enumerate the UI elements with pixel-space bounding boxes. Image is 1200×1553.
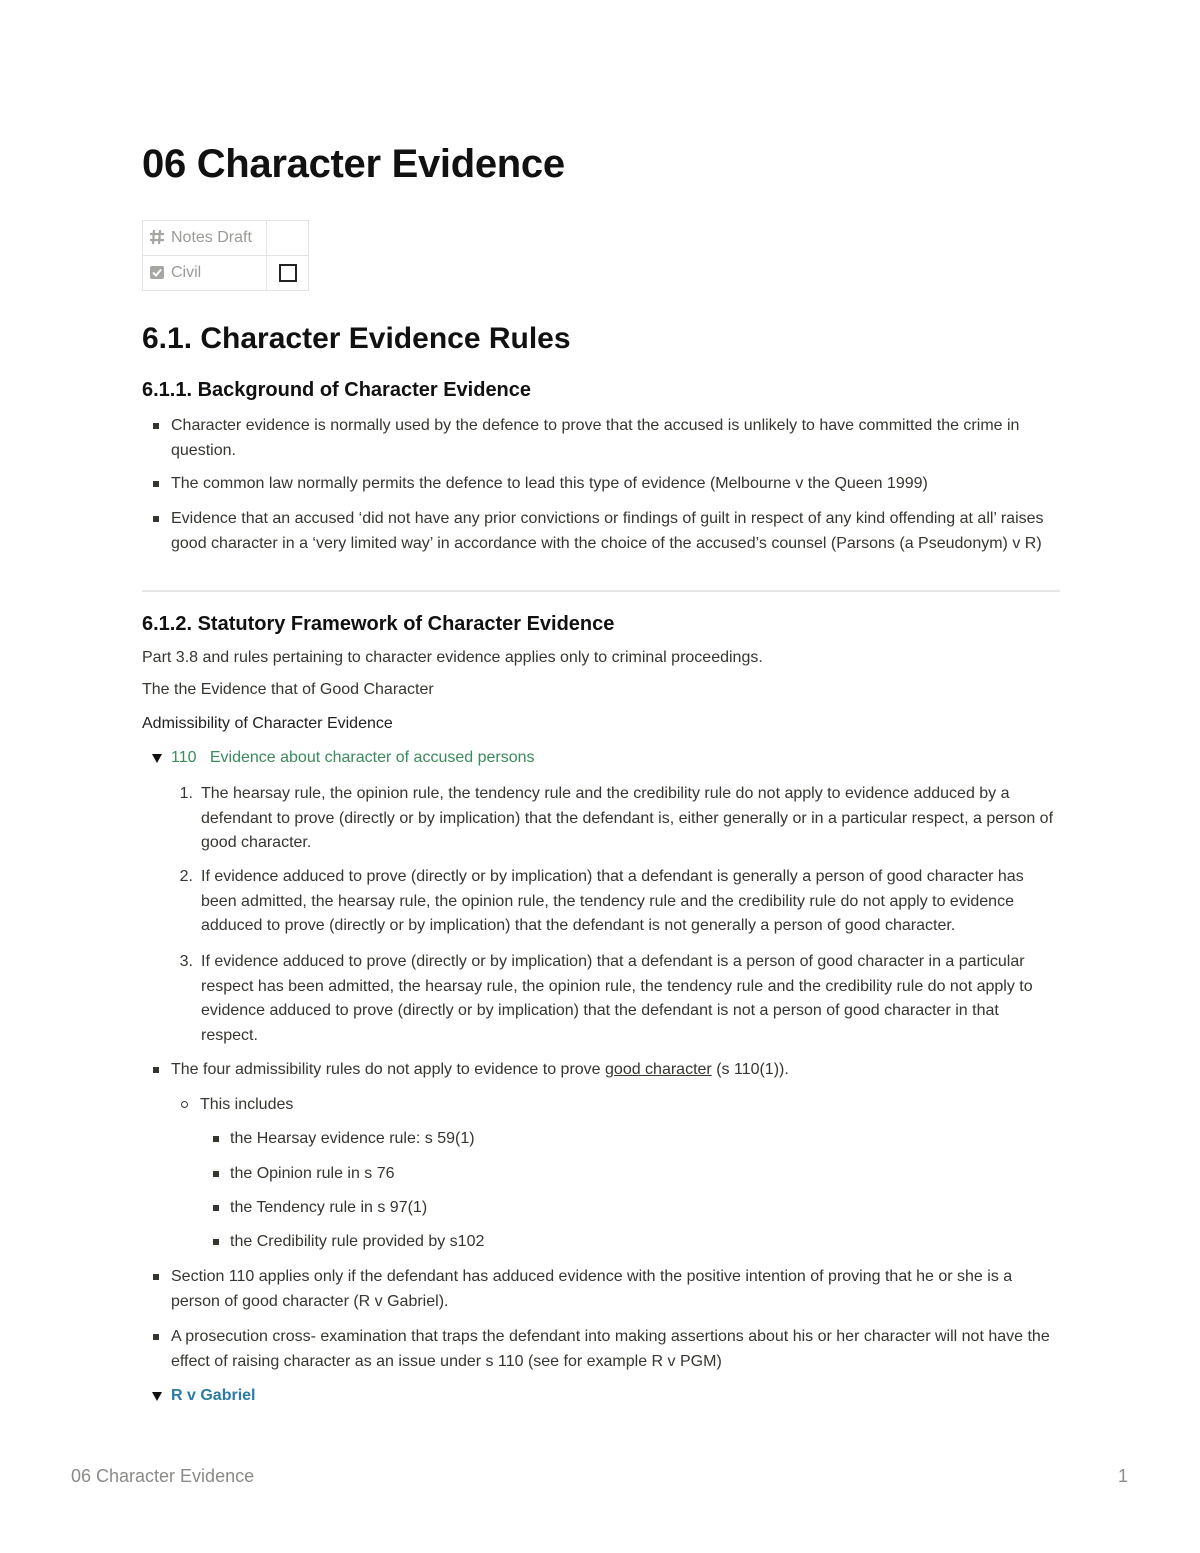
list-item: the Tendency rule in s 97(1) bbox=[230, 1199, 428, 1216]
section-number: 110 bbox=[171, 749, 197, 766]
toggle-section-110[interactable] bbox=[171, 746, 1060, 771]
bullet-marker bbox=[153, 1274, 159, 1280]
list-item: A prosecution cross- examination that traps the defendant into making assertions about his or her character will not have the effect of raising character as an issue under s 110 (see for example R v PGM) bbox=[171, 1328, 1050, 1370]
list-number: 3. bbox=[179, 953, 193, 970]
list-item: Section 110 applies only if the defendant has adduced evidence with the positive intention of proving that he or she is a person of good character (R v Gabriel). bbox=[171, 1268, 1013, 1310]
page-title: 06 Character Evidence bbox=[142, 142, 565, 186]
footer-title: 06 Character Evidence bbox=[71, 1466, 255, 1486]
property-value-civil bbox=[267, 256, 309, 291]
property-value-notes-draft[interactable] bbox=[267, 221, 309, 256]
section-heading: 6.1. Character Evidence Rules bbox=[142, 322, 571, 355]
property-label-cell bbox=[143, 221, 267, 256]
bullet-marker bbox=[153, 1067, 159, 1073]
property-label-cell bbox=[143, 256, 267, 291]
bullet-marker bbox=[213, 1239, 219, 1245]
bullet-marker bbox=[153, 1334, 159, 1340]
background-heading: 6.1.1. Background of Character Evidence bbox=[142, 379, 532, 401]
hash-icon bbox=[149, 229, 165, 245]
numbered-item: The hearsay rule, the opinion rule, the tendency rule and the credibility rule do not apply to evidence adduced by a defendant to prove (directly or by implication) that the defendant is, either generally or in a particular respect, a person of good character. bbox=[201, 785, 1054, 851]
list-item: the Hearsay evidence rule: s 59(1) bbox=[230, 1130, 475, 1147]
bullet-marker bbox=[153, 516, 159, 522]
civil-checkbox[interactable] bbox=[279, 264, 297, 282]
property-label: Civil bbox=[171, 264, 202, 281]
list-item: The common law normally permits the defence to lead this type of evidence (Melbourne v the Queen 1999) bbox=[171, 475, 928, 492]
checkbox-property-icon bbox=[149, 264, 165, 280]
list-number: 1. bbox=[179, 785, 193, 802]
toggle-r-v-gabriel[interactable]: R v Gabriel bbox=[171, 1387, 256, 1404]
subheading: Admissibility of Character Evidence bbox=[142, 715, 393, 732]
properties-table bbox=[142, 220, 309, 291]
bullet-marker bbox=[153, 423, 159, 429]
list-item: Evidence that an accused ‘did not have any prior convictions or findings of guilt in respect of any kind offending at all’ raises good character in a ‘very limited way’ in accordance with the choice of the accused’s counsel (Parsons (a Pseudonym) v R) bbox=[171, 510, 1044, 552]
bullet-marker bbox=[153, 481, 159, 487]
bullet-marker bbox=[181, 1101, 188, 1108]
toggle-arrow-icon[interactable] bbox=[152, 754, 162, 763]
bullet-marker bbox=[213, 1136, 219, 1142]
bullet-marker bbox=[213, 1205, 219, 1211]
property-label: Notes Draft bbox=[171, 229, 252, 246]
divider bbox=[142, 590, 1060, 592]
numbered-item: If evidence adduced to prove (directly or by implication) that a defendant is generally a person of good character has been admitted, the hearsay rule, the opinion rule, the tendency rule and the credibility rule do not apply to evidence adduced to prove (directly or by implication) that the defendant is not generally a person of good character. bbox=[201, 868, 1024, 934]
list-item: the Opinion rule in s 76 bbox=[230, 1165, 395, 1182]
list-item: This includes bbox=[200, 1096, 294, 1113]
list-item: the Credibility rule provided by s102 bbox=[230, 1233, 485, 1250]
rule-text-after: (s 110(1)). bbox=[711, 1061, 789, 1078]
section-title: Evidence about character of accused persons bbox=[209, 749, 535, 766]
list-number: 2. bbox=[179, 868, 193, 885]
toggle-arrow-icon[interactable] bbox=[152, 1392, 162, 1401]
property-row bbox=[143, 256, 309, 291]
list-item: Character evidence is normally used by the defence to prove that the accused is unlikely to have committed the crime in question. bbox=[171, 417, 1020, 459]
paragraph: The the Evidence that of Good Character bbox=[142, 681, 434, 698]
rule-text-before: The four admissibility rules do not apply to evidence to prove bbox=[171, 1061, 606, 1078]
statutory-heading: 6.1.2. Statutory Framework of Character Evidence bbox=[142, 613, 615, 635]
property-row bbox=[143, 221, 309, 256]
bullet-marker bbox=[213, 1171, 219, 1177]
list-item bbox=[171, 1058, 1060, 1083]
good-character-link[interactable]: good character bbox=[605, 1061, 712, 1078]
page-number: 1 bbox=[1118, 1466, 1129, 1486]
numbered-item: If evidence adduced to prove (directly or by implication) that a defendant is a person of good character in a particular respect has been admitted, the hearsay rule, the opinion rule, the tendency rule and the credibility rule do not apply to evidence adduced to prove (directly or by implication) that the defendant is not a person of good character in that respect. bbox=[201, 953, 1033, 1044]
paragraph: Part 3.8 and rules pertaining to character evidence applies only to criminal proceedings. bbox=[142, 649, 763, 666]
